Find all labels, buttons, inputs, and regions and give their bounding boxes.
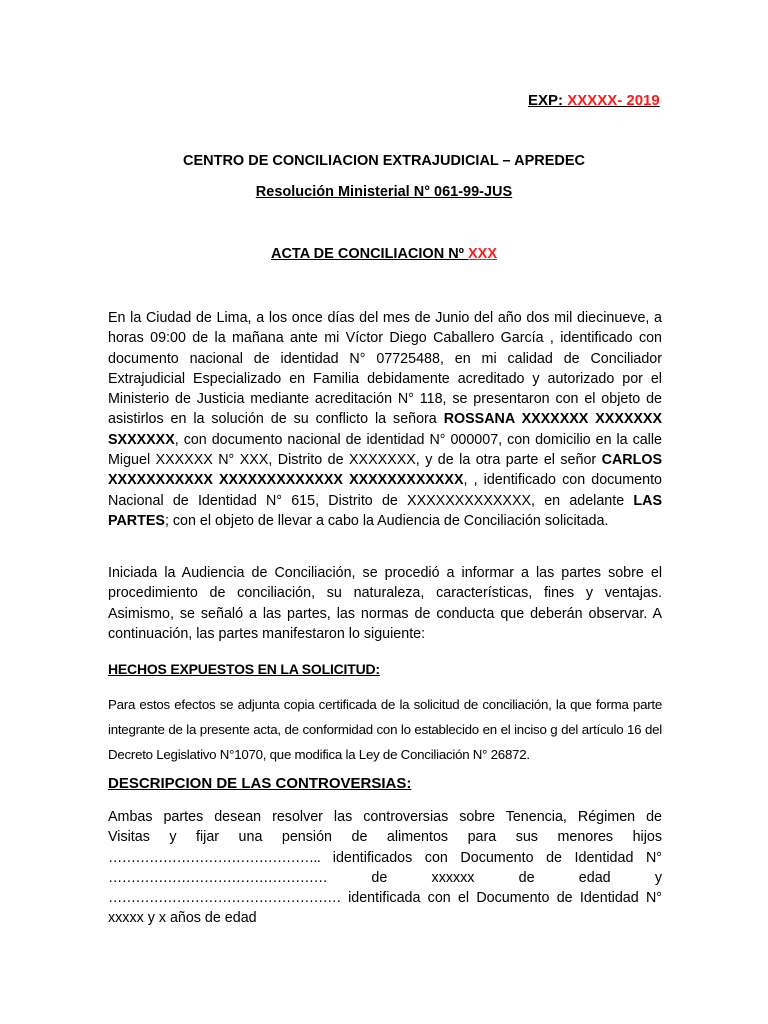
exp-value: XXXXX- 2019 [567,92,660,109]
resolution-text: Resolución Ministerial N° 061-99-JUS [255,184,513,200]
acta-label: ACTA DE CONCILIACION Nº [270,246,468,262]
las-partes-label: LAS PARTES [108,492,662,529]
expediente-number [528,92,660,109]
hechos-paragraph: Para estos efectos se adjunta copia certificada de la solicitud de conciliación, la que forma parte integrante de la presente acta, de conformidad con lo establecido en el inciso g del artículo 16 del Decreto Legislativo N°1070, que modifica la Ley de Conciliación N° 26872. [108,697,662,762]
blank-dots-1: ……………………………………….. [108,849,321,866]
controversias-line-3 [108,848,662,868]
intro-paragraph [108,308,662,531]
intro-text-2: , con documento nacional de identidad N° 000007, con domicilio en la calle Miguel XXXXXX N° XXX, Distrito de XXXXXXX, y de la otra parte el señor [108,431,662,469]
exp-label: EXP: [528,92,568,109]
controversias-line-4-text: de xxxxxx de edad y [371,869,662,886]
section-heading-hechos: HECHOS EXPUESTOS EN LA SOLICITUD: [108,661,380,677]
controversias-line-3-text: identificados con Documento de Identidad N° [320,849,662,866]
resolution-title [0,184,768,200]
controversias-paragraph [108,807,662,929]
controversias-line-5-text: identificada con el Documento de Identidad N° [340,890,662,907]
section-heading-controversias: DESCRIPCION DE LAS CONTROVERSIAS: [108,775,412,792]
controversias-line-6: xxxxx y x años de edad [108,910,257,927]
controversias-line-2: Visitas y fijar una pensión de alimentos para sus menores hijos [108,829,662,846]
center-title: CENTRO DE CONCILIACION EXTRAJUDICIAL – APREDEC [182,153,585,169]
blank-dots-2: ………………………………………… [108,869,328,886]
blank-dots-3: …………………………………………… [108,890,341,907]
acta-number: XXX [468,246,498,262]
party-two-name: CARLOS XXXXXXXXXXX XXXXXXXXXXXXX XXXXXXXXXXXX [108,452,662,489]
controversias-line-1: Ambas partes desean resolver las controversias sobre Tenencia, Régimen de [108,809,662,825]
second-paragraph: Iniciada la Audiencia de Conciliación, se procedió a informar a las partes sobre el procedimiento de conciliación, su naturaleza, características, fines y ventajas. Asimismo, se señaló a las partes, las normas de conducta que deberán observar. A continuación, las partes manifestaron lo siguiente: [108,565,662,642]
controversias-line-5 [108,888,662,908]
intro-text-3: , , identificado con documento Nacional de Identidad N° 615, Distrito de XXXXXXXXXXXXX, en adelante [108,472,662,509]
intro-text-4: ; con el objeto de llevar a cabo la Audiencia de Conciliación solicitada. [164,512,609,529]
acta-title [0,246,768,262]
party-one-name: ROSSANA XXXXXXX XXXXXXX SXXXXXX [108,411,662,448]
controversias-line-4 [108,868,662,888]
intro-text-1: En la Ciudad de Lima, a los once días del mes de Junio del año dos mil diecinueve, a horas 09:00 de la mañana ante mi Víctor Diego Caballero García , identificado con documento nacional de identidad N° 07725488, en mi calidad de Conciliador Extrajudicial Especializado en Familia debidamente acreditado y autorizado por el Ministerio de Justicia mediante acreditación N° 118, se presentaron con el objeto de asistirlos en la solución de su conflicto la señora [108,310,662,428]
